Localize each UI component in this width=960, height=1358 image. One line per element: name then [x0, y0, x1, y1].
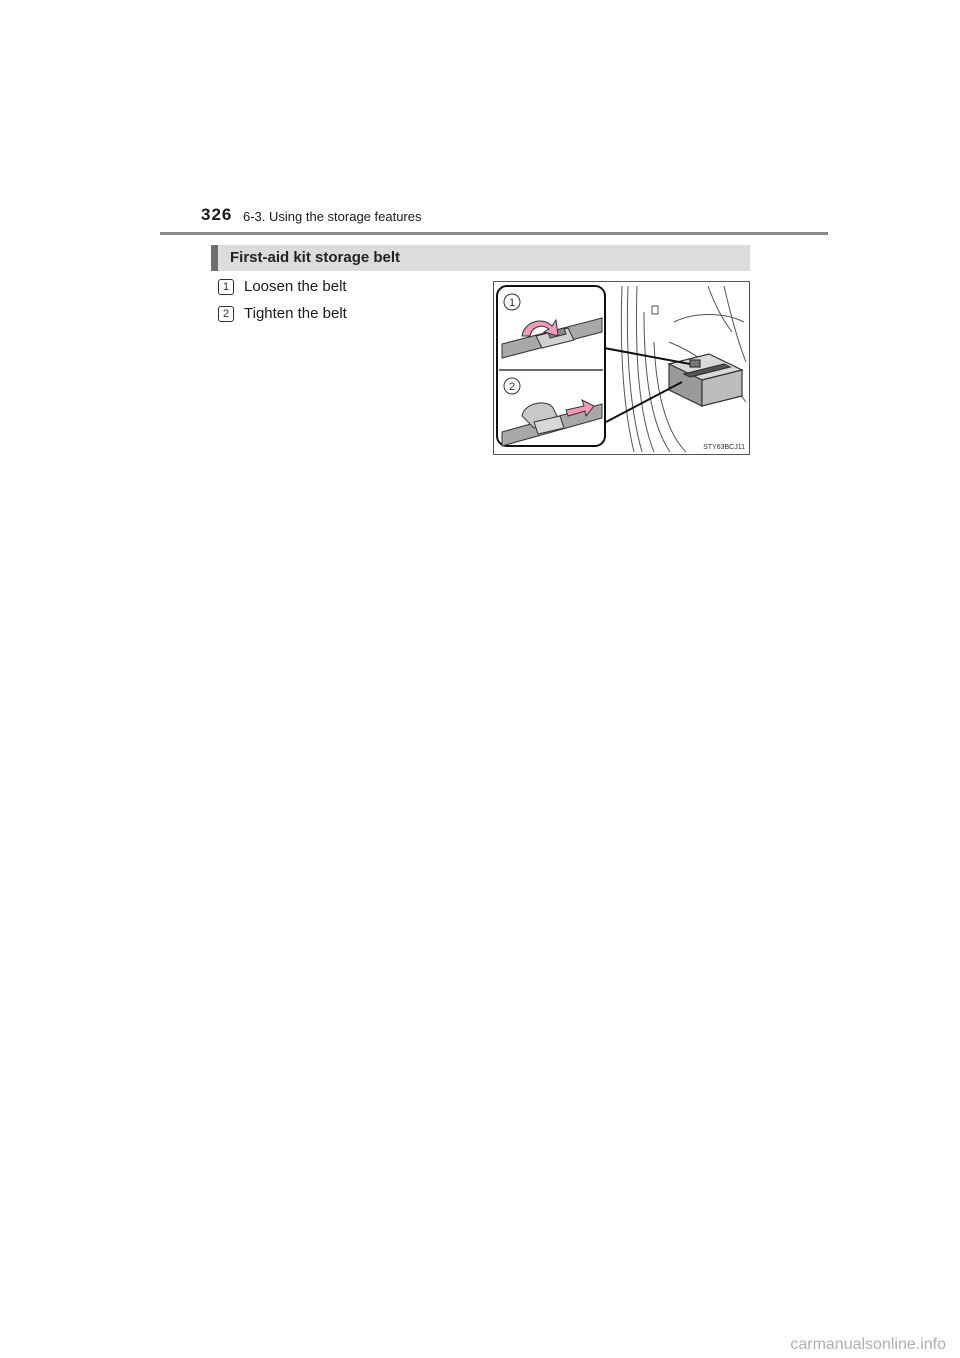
step-number: 1 [218, 279, 234, 295]
section-title: 6-3. Using the storage features [243, 209, 422, 224]
header-divider [160, 232, 828, 235]
step-number: 2 [218, 306, 234, 322]
page-number: 326 [201, 205, 233, 224]
heading-title: First-aid kit storage belt [230, 249, 401, 266]
step-text: Tighten the belt [244, 305, 347, 322]
figure-code: STY63BCJ11 [703, 444, 745, 451]
heading-bar [211, 245, 750, 271]
belt-illustration-drawing [494, 282, 749, 454]
step-item [218, 305, 347, 322]
belt-illustration [493, 281, 750, 455]
step-item [218, 278, 347, 295]
watermark-logo: carmanualsonline.info [790, 1336, 946, 1353]
inset-label: 1 [508, 297, 516, 309]
step-text: Loosen the belt [244, 278, 347, 295]
inset-label: 2 [508, 381, 516, 393]
